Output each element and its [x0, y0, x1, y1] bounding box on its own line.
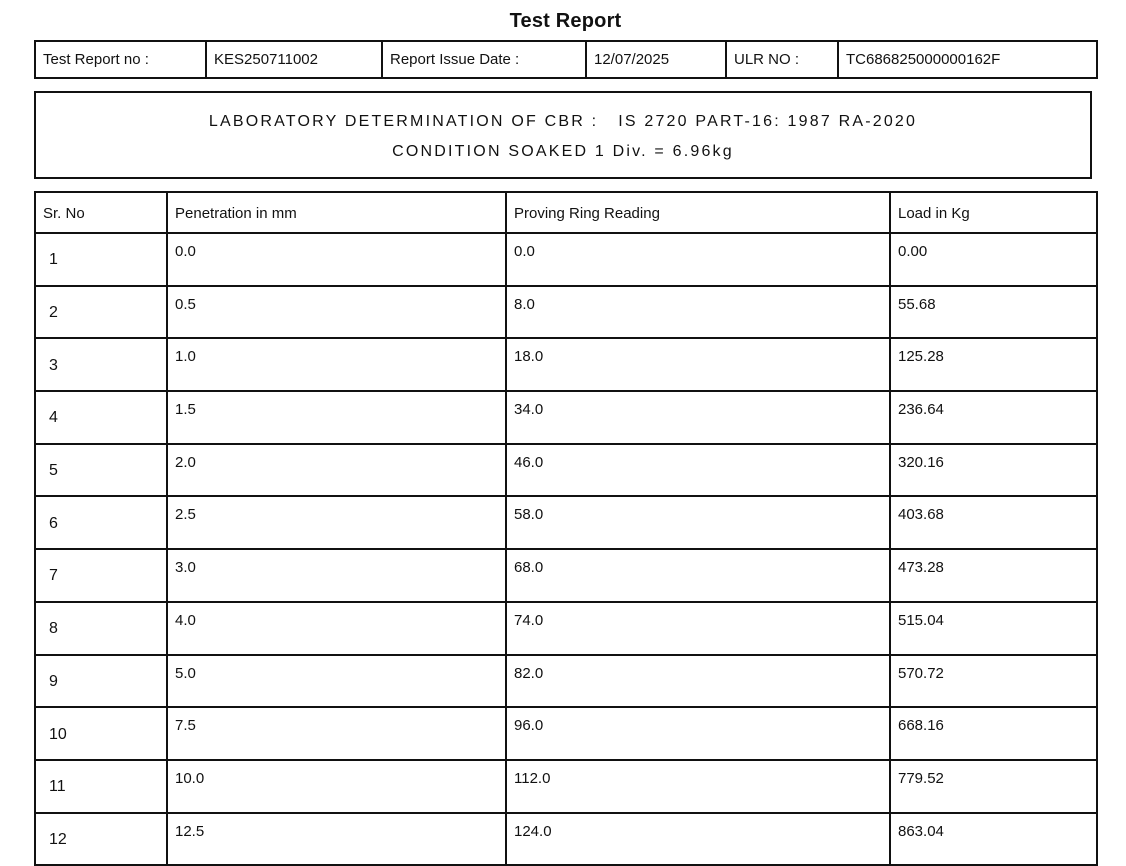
- cell-load: 570.72: [890, 655, 1097, 708]
- cell-proving-ring-reading: 112.0: [506, 760, 890, 813]
- cell-penetration: 5.0: [167, 655, 506, 708]
- ulr-label: ULR NO :: [726, 41, 838, 78]
- cell-proving-ring-reading: 58.0: [506, 496, 890, 549]
- cell-load: 779.52: [890, 760, 1097, 813]
- cell-load: 668.16: [890, 707, 1097, 760]
- cell-penetration: 10.0: [167, 760, 506, 813]
- cell-proving-ring-reading: 46.0: [506, 444, 890, 497]
- issue-date-value: 12/07/2025: [586, 41, 726, 78]
- report-no-label: Test Report no :: [35, 41, 206, 78]
- cell-proving-ring-reading: 68.0: [506, 549, 890, 602]
- cell-penetration: 4.0: [167, 602, 506, 655]
- page-title: Test Report: [509, 10, 622, 32]
- cell-sr-no: 11: [35, 760, 167, 813]
- cell-sr-no: 6: [35, 496, 167, 549]
- cell-sr-no: 1: [35, 233, 167, 286]
- cell-penetration: 1.0: [167, 338, 506, 391]
- table-row: [35, 391, 1097, 444]
- cell-proving-ring-reading: 82.0: [506, 655, 890, 708]
- cell-proving-ring-reading: 0.0: [506, 233, 890, 286]
- cbr-data-table: [34, 191, 1098, 866]
- cell-proving-ring-reading: 96.0: [506, 707, 890, 760]
- report-meta-row: [35, 41, 1097, 78]
- table-row: [35, 444, 1097, 497]
- header-sr-no: Sr. No: [35, 192, 167, 233]
- cell-sr-no: 7: [35, 549, 167, 602]
- cell-proving-ring-reading: 8.0: [506, 286, 890, 339]
- cell-penetration: 0.5: [167, 286, 506, 339]
- cell-penetration: 12.5: [167, 813, 506, 866]
- cell-load: 125.28: [890, 338, 1097, 391]
- table-row: [35, 707, 1097, 760]
- cell-load: 473.28: [890, 549, 1097, 602]
- test-heading-line-2: CONDITION SOAKED 1 Div. = 6.96kg: [392, 143, 734, 160]
- cell-load: 0.00: [890, 233, 1097, 286]
- cell-load: 403.68: [890, 496, 1097, 549]
- table-row: [35, 496, 1097, 549]
- table-row: [35, 813, 1097, 866]
- cell-proving-ring-reading: 34.0: [506, 391, 890, 444]
- cell-proving-ring-reading: 74.0: [506, 602, 890, 655]
- ulr-value: TC686825000000162F: [838, 41, 1097, 78]
- cell-load: 515.04: [890, 602, 1097, 655]
- table-body: [35, 233, 1097, 865]
- report-meta-table: [34, 40, 1098, 79]
- cell-sr-no: 12: [35, 813, 167, 866]
- cell-penetration: 0.0: [167, 233, 506, 286]
- cell-sr-no: 3: [35, 338, 167, 391]
- cell-load: 320.16: [890, 444, 1097, 497]
- table-row: [35, 549, 1097, 602]
- table-row: [35, 655, 1097, 708]
- header-proving-ring-reading: Proving Ring Reading: [506, 192, 890, 233]
- cell-sr-no: 2: [35, 286, 167, 339]
- test-heading-line-1: LABORATORY DETERMINATION OF CBR : IS 2720 PART-16: 1987 RA-2020: [208, 113, 918, 130]
- table-row: [35, 338, 1097, 391]
- cell-penetration: 3.0: [167, 549, 506, 602]
- cell-sr-no: 10: [35, 707, 167, 760]
- table-row: [35, 760, 1097, 813]
- issue-date-label: Report Issue Date :: [382, 41, 586, 78]
- header-load: Load in Kg: [890, 192, 1097, 233]
- cell-proving-ring-reading: 124.0: [506, 813, 890, 866]
- cell-load: 863.04: [890, 813, 1097, 866]
- table-row: [35, 602, 1097, 655]
- test-heading-box: [34, 91, 1092, 179]
- cell-penetration: 2.5: [167, 496, 506, 549]
- table-header-row: [35, 192, 1097, 233]
- header-penetration: Penetration in mm: [167, 192, 506, 233]
- cell-sr-no: 8: [35, 602, 167, 655]
- report-no-value: KES250711002: [206, 41, 382, 78]
- table-row: [35, 286, 1097, 339]
- cell-load: 55.68: [890, 286, 1097, 339]
- cell-penetration: 1.5: [167, 391, 506, 444]
- table-row: [35, 233, 1097, 286]
- cell-sr-no: 5: [35, 444, 167, 497]
- cell-sr-no: 4: [35, 391, 167, 444]
- cell-penetration: 2.0: [167, 444, 506, 497]
- cell-proving-ring-reading: 18.0: [506, 338, 890, 391]
- cell-load: 236.64: [890, 391, 1097, 444]
- cell-sr-no: 9: [35, 655, 167, 708]
- cell-penetration: 7.5: [167, 707, 506, 760]
